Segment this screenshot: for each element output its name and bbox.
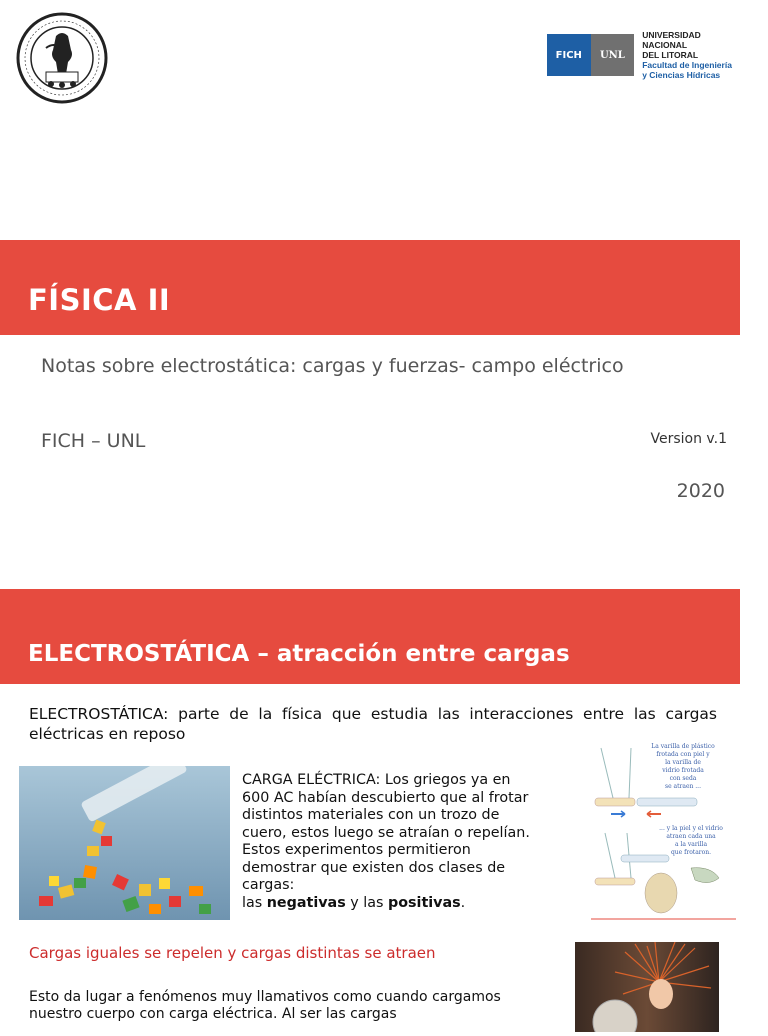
fich-unl-logo [547, 30, 747, 80]
course-title: FÍSICA II [28, 283, 171, 317]
caption-bottom-line-2: atraen cada una [666, 833, 716, 840]
caption-top-line-6: se atraen ... [664, 783, 702, 790]
fich-logo-text [642, 30, 747, 80]
year-label: 2020 [676, 480, 725, 502]
charged-rods-figure [591, 738, 736, 920]
university-seal-logo [16, 12, 108, 104]
negativas-label: negativas [266, 894, 346, 911]
caption-top-line-5: con seda [669, 775, 697, 782]
caption-bottom-line-4: que frotaron. [670, 849, 712, 856]
carga-paragraph-text: CARGA ELÉCTRICA: Los griegos ya en 600 AC habían descubierto que al frotar distintos materiales con un trozo de cuero, estos luego se atraían o repelían. Estos experimentos permitieron demostrar que existen dos clases de cargas: [242, 772, 530, 893]
version-label: Version v.1 [650, 431, 727, 447]
caption-bottom-line-1: ... y la piel y el vidrio [659, 825, 723, 832]
course-subtitle: Notas sobre electrostática: cargas y fuerzas- campo eléctrico [41, 355, 624, 377]
logo-line-4: y Ciencias Hídricas [642, 70, 721, 80]
caption-top-line-2: frotada con piel y [656, 751, 710, 758]
carga-mid: y las [345, 894, 388, 911]
caption-top-line-3: la varilla de [665, 759, 701, 766]
phenomena-paragraph: Esto da lugar a fenómenos muy llamativos como cuando cargamos nuestro cuerpo con carga eléctrica. Al ser las cargas [29, 989, 501, 1022]
carga-pre: las [242, 894, 267, 911]
logo-line-2: DEL LITORAL [642, 50, 699, 60]
comb-paper-photo [19, 766, 230, 920]
carga-electrica-paragraph [242, 772, 542, 912]
institution-label: FICH – UNL [41, 430, 146, 452]
carga-end: . [460, 894, 466, 911]
unl-logo-box: UNL [591, 34, 635, 76]
logo-line-3: Facultad de Ingeniería [642, 60, 732, 70]
caption-top-line-1: La varilla de plástico [651, 743, 715, 750]
charges-rule-text: Cargas iguales se repelen y cargas distintas se atraen [29, 944, 436, 962]
section-title: ELECTROSTÁTICA – atracción entre cargas [28, 641, 570, 667]
static-hair-photo [575, 942, 719, 1032]
caption-top-line-4: vidrio frotada [662, 767, 704, 774]
electrostatics-definition: ELECTROSTÁTICA: parte de la física que estudia las interacciones entre las cargas eléctricas en reposo [29, 705, 717, 743]
positivas-label: positivas [387, 894, 461, 911]
section-band [0, 589, 740, 684]
logo-line-1: UNIVERSIDAD NACIONAL [642, 30, 701, 50]
caption-bottom-line-3: a la varilla [674, 841, 708, 848]
fich-logo-box: FICH [547, 34, 591, 76]
